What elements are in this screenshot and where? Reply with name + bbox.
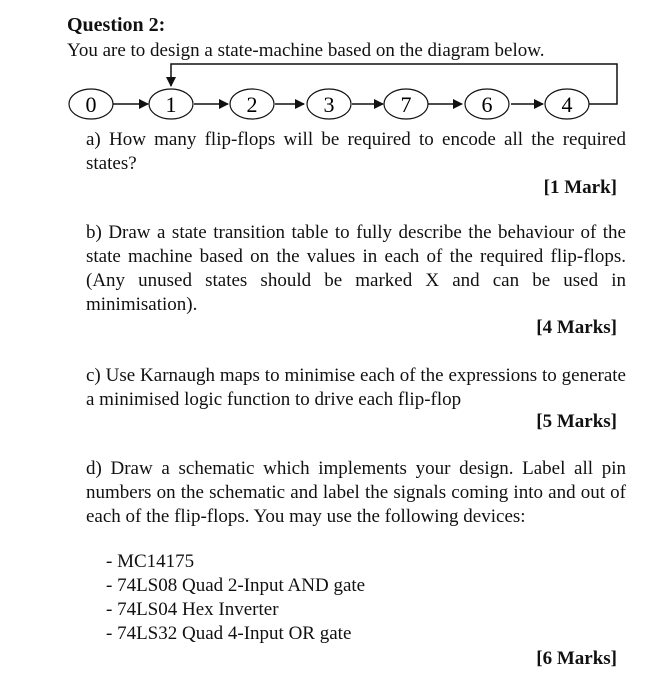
state-label: 2 <box>246 92 258 117</box>
part-d-marks: [6 Marks] <box>536 648 617 669</box>
feedback-loop-line <box>171 64 617 104</box>
question-title: Question 2: <box>67 14 166 36</box>
state-label: 0 <box>85 92 97 117</box>
part-a-marks: [1 Mark] <box>543 177 617 198</box>
state-node-3 <box>307 89 351 119</box>
part-a-text: a) How many flip-flops will be required to encode all the required states? <box>86 129 626 174</box>
part-c-text: c) Use Karnaugh maps to minimise each of the expressions to generate a minimised logic function to drive each flip-flop <box>86 365 626 410</box>
device-item: - MC14175 <box>106 551 195 572</box>
device-item: - 74LS08 Quad 2-Input AND gate <box>106 575 366 596</box>
part-b-text: b) Draw a state transition table to fully describe the behaviour of the state machine based on the values in each of the required flip-flops. (Any unused states should be marked X and can be used in minimisation). <box>86 222 626 315</box>
state-node-0 <box>69 89 113 119</box>
state-label: 1 <box>165 92 177 117</box>
state-node-4 <box>545 89 589 119</box>
state-label: 7 <box>400 92 412 117</box>
device-item: - 74LS32 Quad 4-Input OR gate <box>106 623 352 644</box>
state-node-7 <box>384 89 428 119</box>
state-node-2 <box>230 89 274 119</box>
state-node-1 <box>149 89 193 119</box>
state-label: 6 <box>481 92 493 117</box>
state-diagram <box>0 0 666 130</box>
part-b-marks: [4 Marks] <box>536 317 617 338</box>
device-item: - 74LS04 Hex Inverter <box>106 599 279 620</box>
part-c-marks: [5 Marks] <box>536 411 617 432</box>
state-label: 4 <box>561 92 573 117</box>
state-node-6 <box>465 89 509 119</box>
part-d-text: d) Draw a schematic which implements your design. Label all pin numbers on the schematic and label the signals coming into and out of each of the flip-flops. You may use the following devices: <box>86 458 626 527</box>
state-label: 3 <box>323 92 335 117</box>
question-intro: You are to design a state-machine based on the diagram below. <box>67 40 545 61</box>
